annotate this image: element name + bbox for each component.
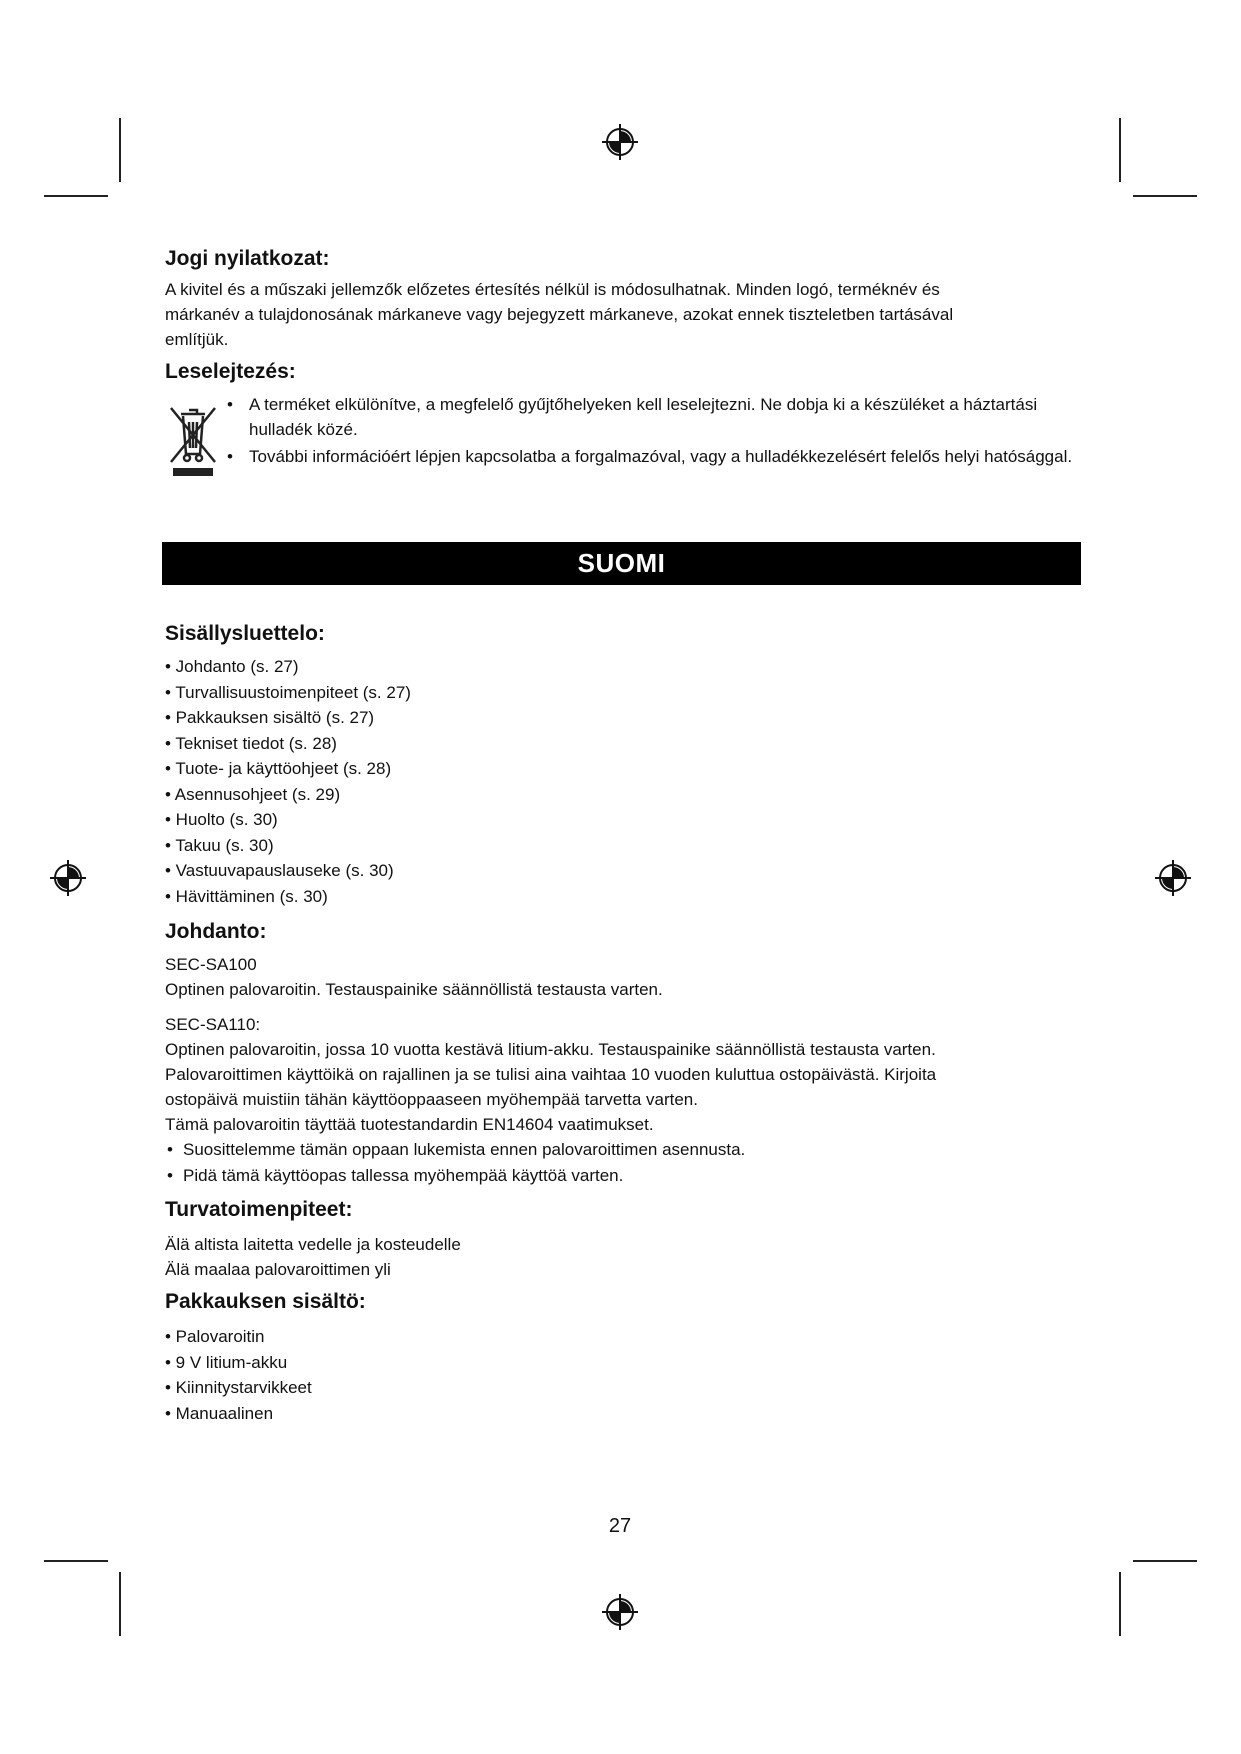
list-item: • Manuaalinen: [165, 1403, 274, 1423]
toc-item: • Tuote- ja käyttöohjeet (s. 28): [165, 759, 392, 778]
model-description: Optinen palovaroitin. Testauspainike säännöllistä testausta varten.: [165, 980, 663, 999]
toc-heading: Sisällysluettelo:: [165, 622, 325, 645]
waste-heading: Leselejtezés:: [165, 360, 296, 383]
list-item: • Palovaroitin: [165, 1327, 265, 1346]
intro-heading: Johdanto:: [165, 920, 267, 943]
list-item: • Pidä tämä käyttöopas tallessa myöhempää käyttöä varten.: [165, 1163, 1085, 1189]
crop-mark: [44, 195, 108, 197]
waste-section: [165, 358, 1085, 486]
language-banner: SUOMI: [162, 542, 1081, 585]
model-description-line: Palovaroittimen käyttöikä on rajallinen ja se tulisi aina vaihtaa 10 vuoden kuluttua ostopäivästä. Kirjoita: [165, 1065, 937, 1084]
legal-line: A kivitel és a műszaki jellemzők előzetes értesítés nélkül is módosulhatnak. Minden logó, terméknév és: [165, 280, 940, 299]
toc-section: [165, 620, 1085, 909]
legal-line: említjük.: [165, 330, 229, 349]
registration-mark-icon: [48, 858, 88, 898]
legal-heading: Jogi nyilatkozat:: [165, 247, 330, 270]
model-description-line: Optinen palovaroitin, jossa 10 vuotta kestävä litium-akku. Testauspainike säännöllistä testausta varten.: [165, 1040, 936, 1059]
toc-item: • Turvallisuustoimenpiteet (s. 27): [165, 682, 411, 702]
crop-mark: [119, 118, 121, 182]
list-item: • 9 V litium-akku: [165, 1352, 288, 1372]
waste-list: [221, 392, 1085, 486]
crop-mark: [44, 1560, 108, 1562]
model-description-line: ostopäivä muistiin tähän käyttöoppaaseen myöhempää tarvetta varten.: [165, 1090, 698, 1109]
crop-mark: [1133, 1560, 1197, 1562]
waste-row: [165, 392, 1085, 486]
crop-mark: [1119, 118, 1121, 182]
safety-heading: Turvatoimenpiteet:: [165, 1198, 353, 1221]
toc-item: • Tekniset tiedot (s. 28): [165, 733, 337, 753]
toc-item: • Huolto (s. 30): [165, 810, 278, 829]
model-name: SEC-SA100: [165, 955, 257, 974]
registration-mark-icon: [600, 1592, 640, 1632]
safety-section: [165, 1196, 1085, 1282]
page-number: 27: [608, 1515, 632, 1537]
registration-mark-icon: [600, 122, 640, 162]
crop-mark: [1133, 195, 1197, 197]
list-item: • A terméket elkülönítve, a megfelelő gyűjtőhelyeken kell leselejtezni. Ne dobja ki a készüléket a háztartási hulladék közé.: [221, 392, 1085, 442]
list-item: • Suosittelemme tämän oppaan lukemista ennen palovaroittimen asennusta.: [165, 1137, 1085, 1163]
list-item: • Kiinnitystarvikkeet: [165, 1378, 312, 1397]
registration-mark-icon: [1153, 858, 1193, 898]
toc-item: • Pakkauksen sisältö (s. 27): [165, 708, 375, 727]
list-item: • További információért lépjen kapcsolatba a forgalmazóval, vagy a hulladékkezelésért felelős helyi hatósággal.: [221, 444, 1085, 469]
package-heading: Pakkauksen sisältö:: [165, 1290, 366, 1313]
package-list: [165, 1324, 1085, 1426]
intro-section: [165, 918, 1085, 1188]
model-description-line: Tämä palovaroitin täyttää tuotestandardin EN14604 vaatimukset.: [165, 1115, 654, 1134]
toc-item: • Asennusohjeet (s. 29): [165, 784, 341, 804]
safety-line: Älä altista laitetta vedelle ja kosteudelle: [165, 1235, 461, 1254]
toc-item: • Johdanto (s. 27): [165, 657, 299, 676]
package-section: [165, 1288, 1085, 1426]
toc-item: • Takuu (s. 30): [165, 835, 274, 855]
legal-section: [165, 245, 1085, 352]
toc-item: • Vastuuvapauslauseke (s. 30): [165, 861, 394, 880]
toc-list: [165, 654, 1085, 909]
legal-line: márkanév a tulajdonosának márkaneve vagy bejegyzett márkaneve, azokat ennek tiszteletben tartásával: [165, 305, 954, 324]
intro-bullets: [165, 1137, 1085, 1188]
model-name: SEC-SA110:: [165, 1015, 261, 1034]
toc-item: • Hävittäminen (s. 30): [165, 886, 328, 906]
crop-mark: [119, 1572, 121, 1636]
crop-mark: [1119, 1572, 1121, 1636]
crossed-out-bin-icon: [165, 396, 221, 486]
safety-line: Älä maalaa palovaroittimen yli: [165, 1260, 391, 1279]
